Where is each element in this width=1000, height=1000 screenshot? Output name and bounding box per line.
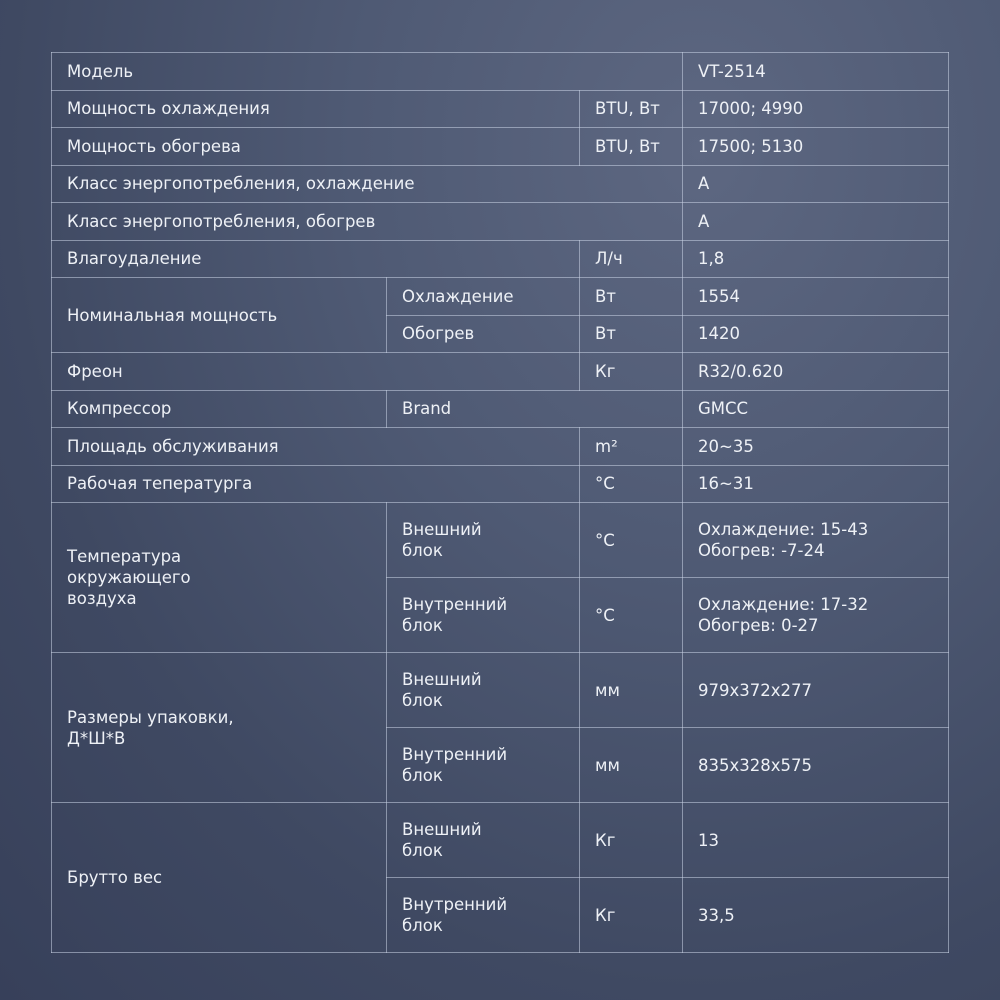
row-unit: Л/ч [580, 240, 683, 278]
row-label: Мощность охлаждения [52, 90, 580, 128]
row-sublabel: Внешний блок [387, 653, 580, 728]
table-row-gross-weight-outdoor [52, 803, 949, 878]
table-row-dehumidification [52, 240, 949, 278]
row-sublabel: Внутренний блок [387, 728, 580, 803]
row-value: 1420 [683, 315, 949, 353]
row-unit: °C [580, 503, 683, 578]
row-value: 17000; 4990 [683, 90, 949, 128]
table-row-freon [52, 353, 949, 391]
row-label: Класс энергопотребления, охлаждение [52, 165, 683, 203]
table-row-model [52, 53, 949, 91]
row-unit: Кг [580, 353, 683, 391]
row-label: Температура окружающего воздуха [52, 503, 387, 653]
row-label: Размеры упаковки, Д*Ш*В [52, 653, 387, 803]
row-unit: Кг [580, 803, 683, 878]
row-sublabel: Внутренний блок [387, 878, 580, 953]
row-value: 33,5 [683, 878, 949, 953]
table-row-energy-class-cooling [52, 165, 949, 203]
row-unit: m² [580, 428, 683, 466]
table-row-package-size-outdoor [52, 653, 949, 728]
row-label: Мощность обогрева [52, 128, 580, 166]
row-label: Номинальная мощность [52, 278, 387, 353]
row-label: Модель [52, 53, 683, 91]
row-sublabel: Внешний блок [387, 503, 580, 578]
row-label: Класс энергопотребления, обогрев [52, 203, 683, 241]
row-value: 1554 [683, 278, 949, 316]
row-unit: мм [580, 653, 683, 728]
row-value: VT-2514 [683, 53, 949, 91]
table-row-heating-power [52, 128, 949, 166]
specifications-table [51, 52, 949, 953]
row-value: GMCC [683, 390, 949, 428]
table-row-compressor [52, 390, 949, 428]
row-value: A [683, 203, 949, 241]
row-unit: Вт [580, 278, 683, 316]
table-row-cooling-power [52, 90, 949, 128]
row-sublabel: Внешний блок [387, 803, 580, 878]
row-value: Охлаждение: 17-32 Обогрев: 0-27 [683, 578, 949, 653]
row-value: 1,8 [683, 240, 949, 278]
row-sublabel: Охлаждение [387, 278, 580, 316]
row-label: Влагоудаление [52, 240, 580, 278]
row-unit: Вт [580, 315, 683, 353]
row-value: 16~31 [683, 465, 949, 503]
table-row-service-area [52, 428, 949, 466]
row-value: A [683, 165, 949, 203]
row-label: Компрессор [52, 390, 387, 428]
table-row-ambient-temperature-outdoor [52, 503, 949, 578]
row-sublabel: Brand [387, 390, 683, 428]
row-unit: мм [580, 728, 683, 803]
row-value: 979x372x277 [683, 653, 949, 728]
row-value: Охлаждение: 15-43 Обогрев: -7-24 [683, 503, 949, 578]
row-sublabel: Обогрев [387, 315, 580, 353]
row-label: Площадь обслуживания [52, 428, 580, 466]
row-sublabel: Внутренний блок [387, 578, 580, 653]
row-value: R32/0.620 [683, 353, 949, 391]
row-value: 20~35 [683, 428, 949, 466]
row-value: 13 [683, 803, 949, 878]
row-unit: BTU, Вт [580, 128, 683, 166]
table-row-nominal-power-cooling [52, 278, 949, 316]
row-unit: °C [580, 578, 683, 653]
row-label: Рабочая теператургa [52, 465, 580, 503]
row-unit: Кг [580, 878, 683, 953]
row-value: 835x328x575 [683, 728, 949, 803]
row-unit: °C [580, 465, 683, 503]
table-row-energy-class-heating [52, 203, 949, 241]
table-row-operating-temperature [52, 465, 949, 503]
row-label: Брутто вес [52, 803, 387, 953]
row-label: Фреон [52, 353, 580, 391]
row-unit: BTU, Вт [580, 90, 683, 128]
row-value: 17500; 5130 [683, 128, 949, 166]
